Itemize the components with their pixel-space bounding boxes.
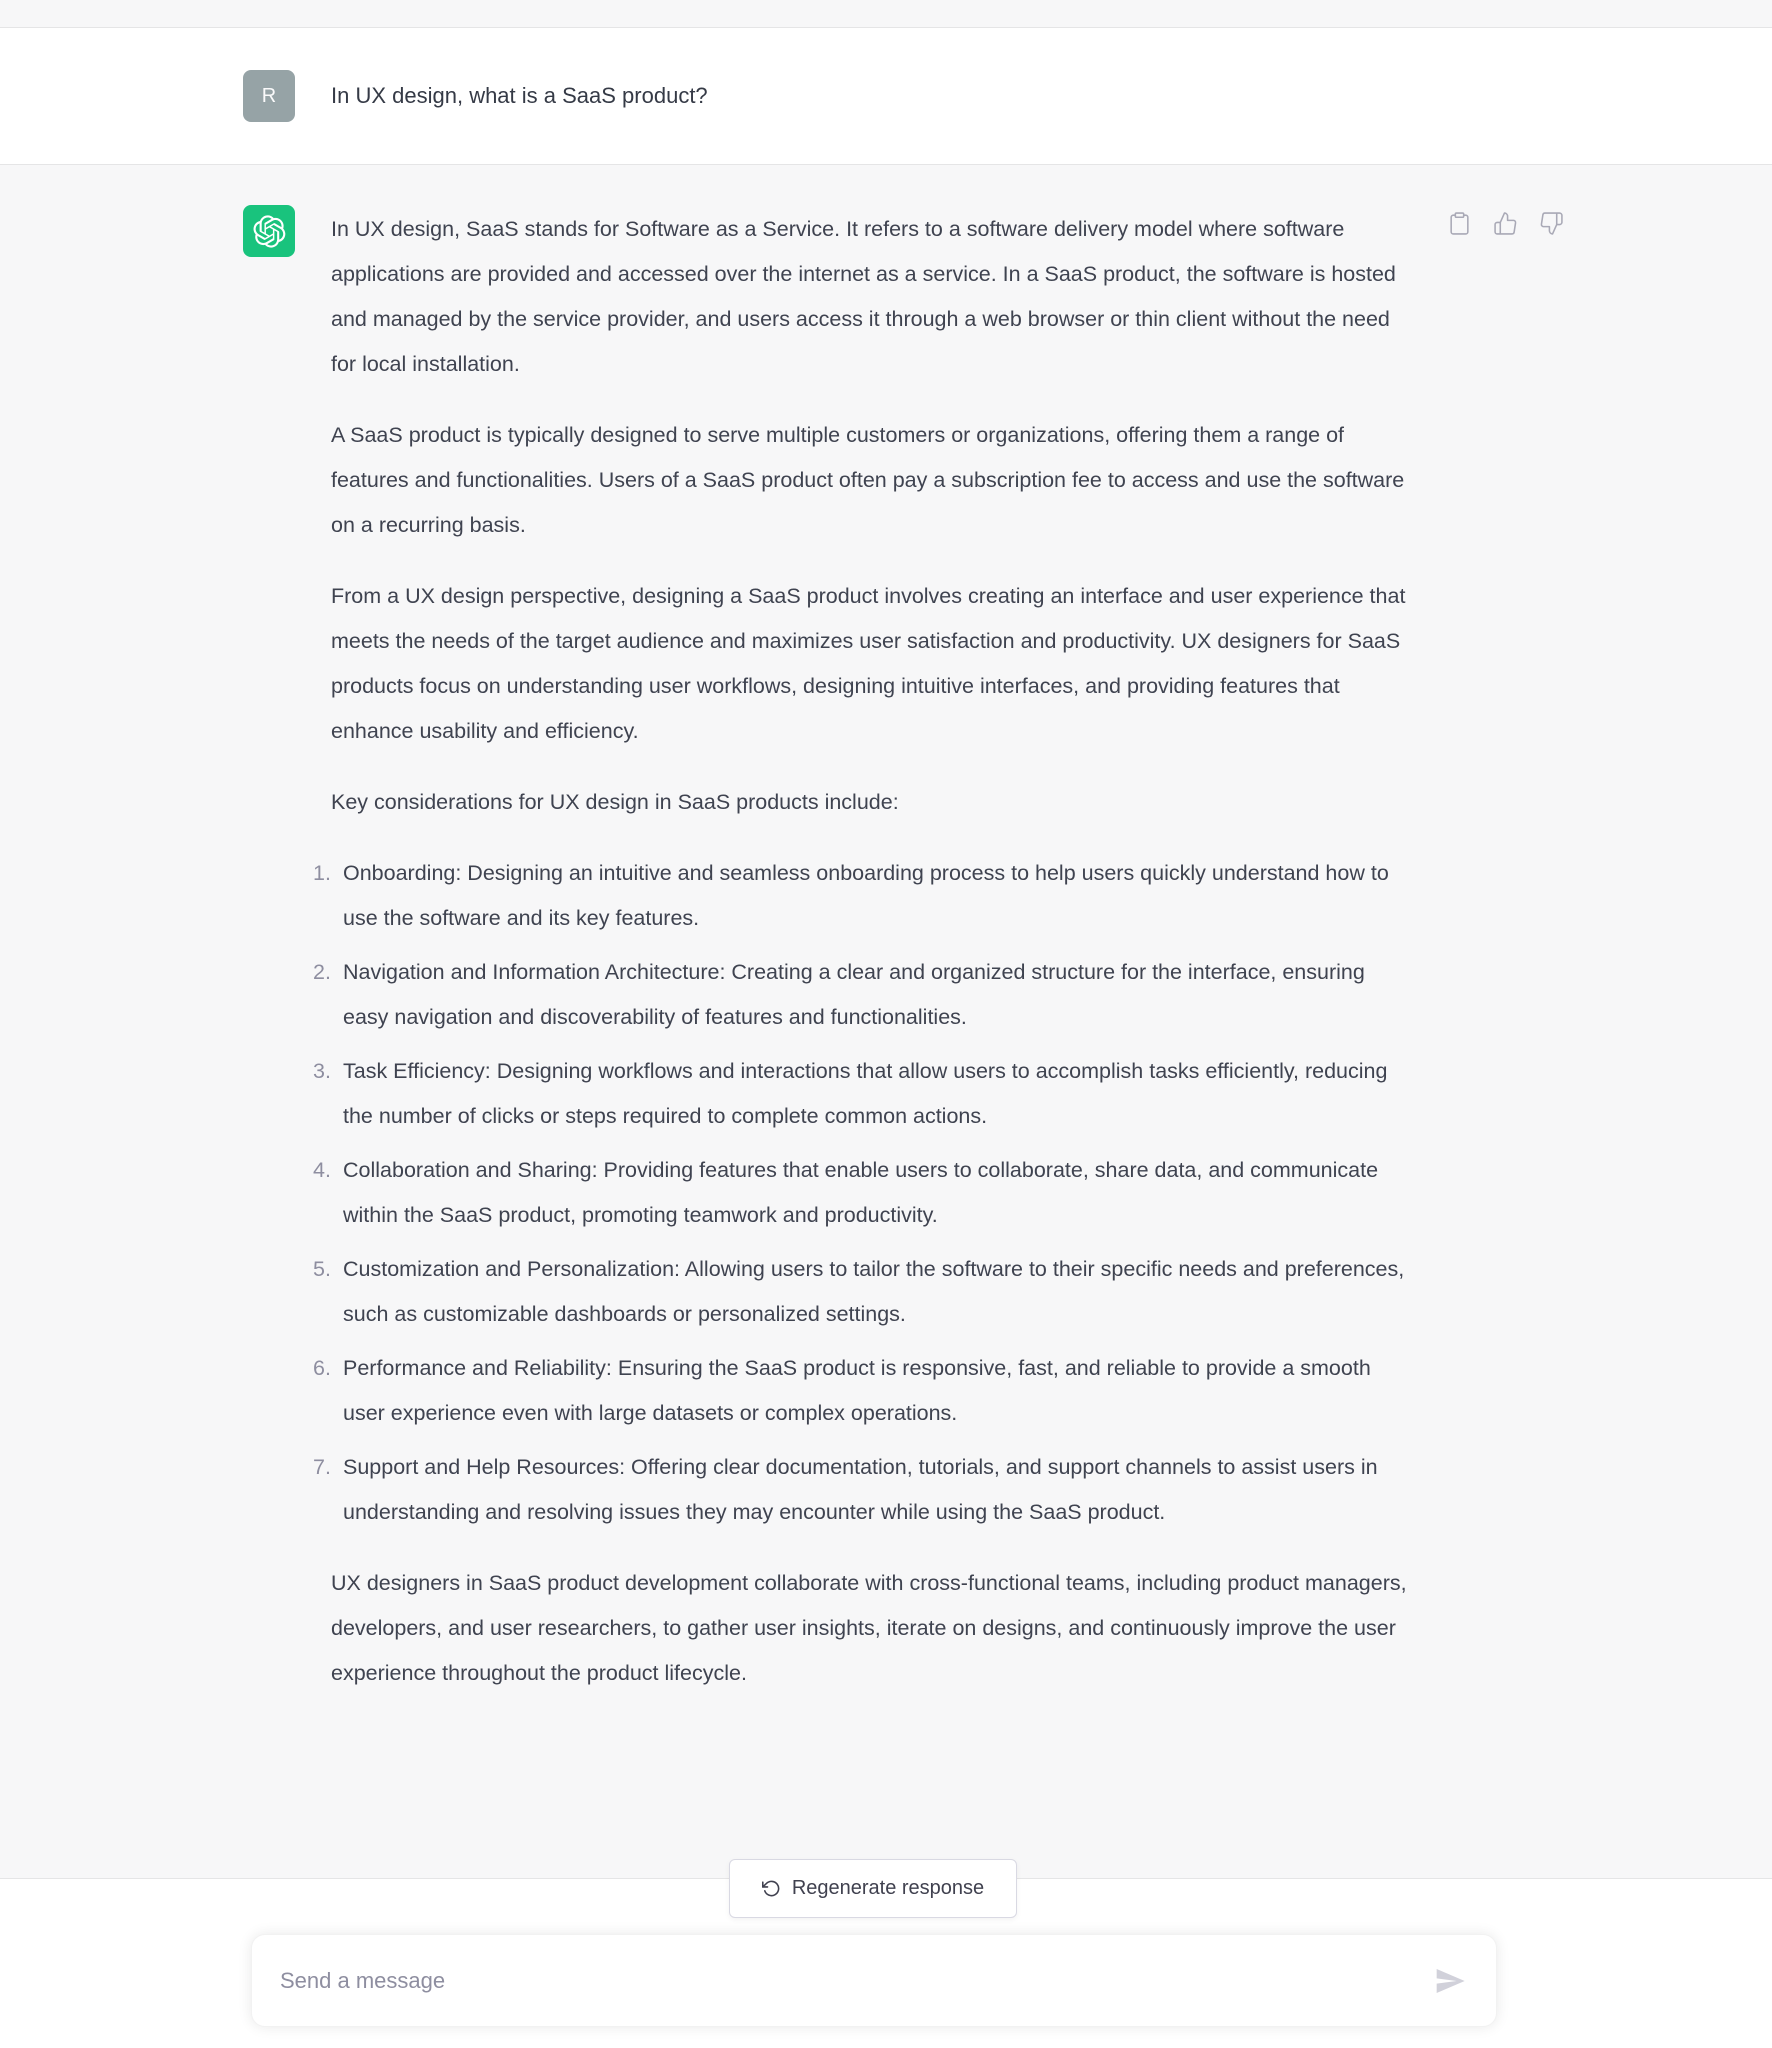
user-avatar: R: [243, 70, 295, 122]
key-considerations-list: [331, 851, 1411, 1535]
send-button[interactable]: [1434, 1964, 1468, 1998]
assistant-paragraph: In UX design, SaaS stands for Software as a Service. It refers to a software delivery model where software applications are provided and accessed over the internet as a service. In a SaaS product, the software is hosted and managed by the service provider, and users access it through a web browser or thin client without the need for local installation.: [331, 217, 1396, 376]
thumbs-down-icon: [1539, 211, 1564, 236]
clipboard-icon: [1447, 211, 1472, 236]
assistant-paragraph: UX designers in SaaS product development collaborate with cross-functional teams, including product managers, developers, and user researchers, to gather user insights, iterate on designs, and continuously improve the user experience throughout the product lifecycle.: [331, 1571, 1407, 1685]
assistant-message-text: [331, 205, 1411, 1722]
regenerate-icon: [762, 1879, 781, 1898]
list-item: Navigation and Information Architecture: Creating a clear and organized structure for the interface, ensuring easy navigation and discoverability of features and functionalities.: [343, 960, 1365, 1029]
list-item: Customization and Personalization: Allowing users to tailor the software to their specific needs and preferences, such as customizable dashboards or personalized settings.: [343, 1257, 1405, 1326]
message-input[interactable]: [280, 1968, 1434, 1994]
chatgpt-avatar: [243, 205, 295, 257]
thumbs-up-icon: [1493, 211, 1518, 236]
openai-logo-icon: [253, 215, 286, 248]
copy-button[interactable]: [1447, 210, 1473, 236]
regenerate-label: Regenerate response: [791, 1877, 985, 1899]
message-actions: [1447, 210, 1565, 236]
user-message-row: [0, 28, 1772, 165]
list-item: Onboarding: Designing an intuitive and seamless onboarding process to help users quickly understand how to use the software and its key features.: [343, 861, 1389, 930]
list-item: Collaboration and Sharing: Providing features that enable users to collaborate, share data, and communicate within the SaaS product, promoting teamwork and productivity.: [343, 1158, 1379, 1227]
message-input-container: [251, 1934, 1497, 2027]
assistant-paragraph: From a UX design perspective, designing a SaaS product involves creating an interface and user experience that meets the needs of the target audience and maximizes user satisfaction and productivity. UX designers for SaaS products focus on understanding user workflows, designing intuitive interfaces, and providing features that enhance usability and efficiency.: [331, 584, 1406, 743]
list-item: Performance and Reliability: Ensuring the SaaS product is responsive, fast, and reliable to provide a smooth user experience even with large datasets or complex operations.: [343, 1356, 1371, 1425]
thumbs-down-button[interactable]: [1539, 210, 1565, 236]
assistant-closing-paragraphs: [331, 1561, 1411, 1696]
previous-message-edge: [0, 0, 1772, 28]
user-message-text: In UX design, what is a SaaS product?: [331, 83, 708, 108]
assistant-paragraph: Key considerations for UX design in SaaS products include:: [331, 790, 899, 814]
regenerate-response-button[interactable]: [729, 1859, 1017, 1918]
thumbs-up-button[interactable]: [1493, 210, 1519, 236]
assistant-intro-paragraphs: [331, 207, 1411, 825]
list-item: Task Efficiency: Designing workflows and interactions that allow users to accomplish tasks efficiently, reducing the number of clicks or steps required to complete common actions.: [343, 1059, 1388, 1128]
send-icon: [1434, 1965, 1466, 1997]
list-item: Support and Help Resources: Offering clear documentation, tutorials, and support channels to assist users in understanding and resolving issues they may encounter while using the SaaS product.: [343, 1455, 1378, 1524]
assistant-message-row: [0, 165, 1772, 1879]
assistant-paragraph: A SaaS product is typically designed to serve multiple customers or organizations, offering them a range of features and functionalities. Users of a SaaS product often pay a subscription fee to access and use the software on a recurring basis.: [331, 423, 1405, 537]
